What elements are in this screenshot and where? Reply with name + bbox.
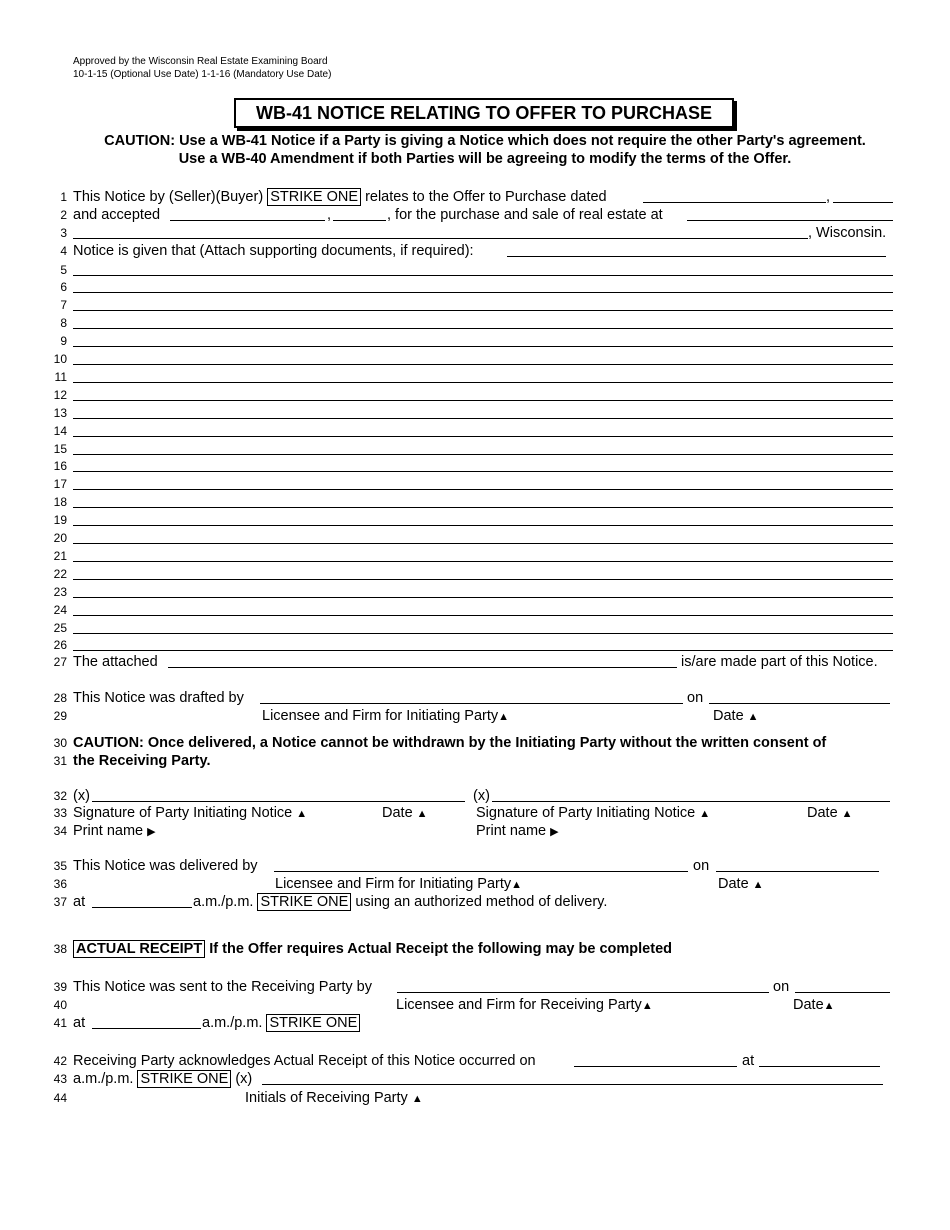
caption-text: Initials of Receiving Party bbox=[245, 1090, 408, 1106]
caption-text: Print name bbox=[73, 823, 144, 839]
actual-receipt-box: ACTUAL RECEIPT bbox=[73, 940, 205, 958]
notice-by-text: This Notice by (Seller)(Buyer) bbox=[73, 189, 264, 205]
line-number: 31 bbox=[53, 754, 67, 768]
form-line-17 bbox=[0, 475, 950, 493]
attached-documents-field[interactable] bbox=[168, 653, 677, 668]
attached-label: The attached bbox=[73, 654, 158, 670]
line-number: 13 bbox=[53, 405, 67, 420]
line-number: 34 bbox=[53, 824, 67, 838]
accepted-year-field[interactable] bbox=[333, 206, 386, 221]
form-line-6 bbox=[0, 278, 950, 296]
form-line-36 bbox=[0, 875, 950, 893]
line-number: 24 bbox=[53, 602, 67, 617]
form-line-27 bbox=[0, 653, 950, 671]
notice-text-field[interactable] bbox=[73, 511, 893, 526]
caption-text: Date bbox=[713, 708, 744, 724]
form-line-14 bbox=[0, 422, 950, 440]
ampm-text: a.m./p.m. bbox=[193, 894, 254, 910]
sent-date-field[interactable] bbox=[795, 978, 890, 993]
caption-text: Date bbox=[718, 876, 749, 892]
form-line-43 bbox=[0, 1070, 950, 1088]
notice-text-field[interactable] bbox=[73, 475, 893, 490]
offer-year-field[interactable] bbox=[833, 188, 893, 203]
form-line-32 bbox=[0, 787, 950, 805]
form-header bbox=[73, 55, 331, 81]
line-number: 26 bbox=[53, 638, 67, 653]
form-line-9 bbox=[0, 332, 950, 350]
line-number: 30 bbox=[53, 736, 67, 750]
caption-text: Licensee and Firm for Initiating Party bbox=[262, 708, 499, 724]
date-caption bbox=[807, 804, 853, 823]
up-arrow-icon: ▲ bbox=[747, 711, 759, 723]
notice-text-field[interactable] bbox=[73, 404, 893, 419]
line-number: 3 bbox=[60, 226, 67, 240]
x-mark: (x) bbox=[473, 788, 490, 804]
form-line-4 bbox=[0, 242, 950, 260]
up-arrow-icon: ▲ bbox=[699, 808, 711, 820]
line-number: 44 bbox=[53, 1091, 67, 1105]
receipt-time-field[interactable] bbox=[759, 1052, 880, 1067]
line-number: 9 bbox=[60, 334, 67, 349]
offer-date-field[interactable] bbox=[643, 188, 826, 203]
line-number: 17 bbox=[53, 477, 67, 492]
form-line-3 bbox=[0, 224, 950, 242]
line-number: 20 bbox=[53, 531, 67, 545]
drafted-by-field[interactable] bbox=[260, 689, 683, 704]
date-caption bbox=[718, 875, 764, 894]
strike-one-box[interactable]: STRIKE ONE bbox=[266, 1014, 360, 1032]
up-arrow-icon: ▲ bbox=[841, 808, 853, 820]
offer-dated-text: relates to the Offer to Purchase dated bbox=[365, 189, 607, 205]
notice-text-field[interactable] bbox=[73, 440, 893, 455]
approval-text: Approved by the Wisconsin Real Estate Examining Board bbox=[73, 56, 328, 67]
strike-one-box[interactable]: STRIKE ONE bbox=[137, 1070, 231, 1088]
strike-one-box[interactable]: STRIKE ONE bbox=[267, 188, 361, 206]
form-line-16 bbox=[0, 457, 950, 475]
form-line-24 bbox=[0, 601, 950, 619]
notice-text-field[interactable] bbox=[507, 242, 886, 257]
notice-text-field[interactable] bbox=[73, 565, 893, 580]
ampm-label bbox=[73, 1070, 252, 1088]
authorized-method-text: using an authorized method of delivery. bbox=[355, 894, 608, 910]
caption-text: Licensee and Firm for Initiating Party bbox=[275, 876, 512, 892]
signature-caption-2 bbox=[476, 804, 710, 823]
receipt-date-field[interactable] bbox=[574, 1052, 737, 1067]
strike-one-box[interactable]: STRIKE ONE bbox=[257, 893, 351, 911]
licensee-initiating-caption bbox=[275, 875, 522, 894]
at-label: at bbox=[73, 894, 86, 910]
form-line-40 bbox=[0, 996, 950, 1014]
form-line-34 bbox=[0, 822, 950, 840]
up-arrow-icon: ▲ bbox=[511, 879, 523, 891]
line-number: 42 bbox=[53, 1054, 67, 1068]
notice-text-field[interactable] bbox=[73, 619, 893, 634]
line-number: 21 bbox=[53, 548, 67, 563]
line-number: 14 bbox=[53, 423, 67, 438]
up-arrow-icon: ▲ bbox=[416, 808, 428, 820]
line-number: 10 bbox=[53, 352, 67, 366]
comma: , bbox=[327, 207, 332, 223]
signature-field-1[interactable] bbox=[92, 787, 465, 802]
line-number: 37 bbox=[53, 895, 67, 909]
caution-withdrawal-text: CAUTION: Once delivered, a Notice cannot be withdrawn by the Initiating Party without the written consent of bbox=[73, 735, 827, 751]
form-line-35 bbox=[0, 857, 950, 875]
on-label: on bbox=[693, 858, 710, 874]
sent-time-field[interactable] bbox=[92, 1014, 201, 1029]
form-line-20 bbox=[0, 529, 950, 547]
caution-line-2: Use a WB-40 Amendment if both Parties will be agreeing to modify the terms of the Offer. bbox=[178, 151, 792, 167]
signature-field-2[interactable] bbox=[492, 787, 890, 802]
licensee-initiating-caption bbox=[262, 707, 509, 726]
date-caption bbox=[713, 707, 759, 726]
notice-text-field[interactable] bbox=[73, 350, 893, 365]
use-dates-text: 10-1-15 (Optional Use Date) 1-1-16 (Mandatory Use Date) bbox=[73, 69, 332, 80]
line-number: 22 bbox=[53, 566, 67, 581]
line-number: 39 bbox=[53, 980, 67, 994]
line-number: 38 bbox=[53, 942, 67, 956]
delivered-by-label: This Notice was delivered by bbox=[73, 858, 258, 874]
caution-line-1: CAUTION: Use a WB-41 Notice if a Party is giving a Notice which does not require the other Party's agreement. bbox=[104, 133, 866, 149]
up-arrow-icon: ▲ bbox=[752, 879, 764, 891]
form-line-12 bbox=[0, 386, 950, 404]
form-line-25 bbox=[0, 619, 950, 637]
form-line-28 bbox=[0, 689, 950, 707]
form-line-44 bbox=[0, 1089, 950, 1107]
sent-by-label: This Notice was sent to the Receiving Party by bbox=[73, 979, 372, 995]
x-mark: (x) bbox=[235, 1071, 253, 1087]
at-label: at bbox=[742, 1053, 755, 1069]
caption-text: Date bbox=[793, 997, 824, 1013]
line-number: 43 bbox=[53, 1072, 67, 1086]
line-number: 16 bbox=[53, 459, 67, 474]
form-line-31 bbox=[0, 752, 950, 770]
wisconsin-label: , Wisconsin. bbox=[808, 225, 887, 241]
notice-text-field[interactable] bbox=[73, 386, 893, 401]
form-line-21 bbox=[0, 547, 950, 565]
up-arrow-icon: ▲ bbox=[823, 1000, 835, 1012]
print-name-label-1 bbox=[73, 822, 156, 841]
on-label: on bbox=[773, 979, 790, 995]
caption-text: Licensee and Firm for Receiving Party bbox=[396, 997, 642, 1013]
notice-text-field[interactable] bbox=[73, 422, 893, 437]
line-number: 23 bbox=[53, 584, 67, 599]
form-line-15 bbox=[0, 440, 950, 458]
delivered-date-field[interactable] bbox=[716, 857, 879, 872]
ampm-text: a.m./p.m. bbox=[202, 1015, 263, 1031]
form-line-33 bbox=[0, 804, 950, 822]
drafted-by-label: This Notice was drafted by bbox=[73, 690, 244, 706]
line-number: 28 bbox=[53, 691, 67, 705]
form-line-2 bbox=[0, 206, 950, 224]
form-line-10 bbox=[0, 350, 950, 368]
form-line-23 bbox=[0, 583, 950, 601]
notice-text-field[interactable] bbox=[73, 583, 893, 598]
line-number: 12 bbox=[53, 387, 67, 402]
form-line-41 bbox=[0, 1014, 950, 1032]
sent-by-field[interactable] bbox=[397, 978, 769, 993]
line-number: 4 bbox=[60, 244, 67, 258]
form-line-38 bbox=[0, 940, 950, 958]
line-number: 18 bbox=[53, 495, 67, 510]
form-title: WB-41 NOTICE RELATING TO OFFER TO PURCHASE bbox=[234, 98, 734, 128]
up-arrow-icon: ▲ bbox=[498, 711, 510, 723]
line-number: 25 bbox=[53, 620, 67, 635]
form-line-7 bbox=[0, 296, 950, 314]
up-arrow-icon: ▲ bbox=[641, 1000, 653, 1012]
form-line-18 bbox=[0, 493, 950, 511]
notice-text-field[interactable] bbox=[73, 601, 893, 616]
date-caption bbox=[793, 996, 835, 1015]
signature-caption-1 bbox=[73, 804, 307, 823]
line-number: 29 bbox=[53, 709, 67, 723]
line-number: 33 bbox=[53, 806, 67, 820]
caption-text: Signature of Party Initiating Notice bbox=[73, 805, 293, 821]
up-arrow-icon: ▲ bbox=[296, 808, 308, 820]
line-number: 2 bbox=[60, 208, 67, 222]
initials-caption bbox=[245, 1089, 423, 1108]
x-mark: (x) bbox=[73, 788, 90, 804]
form-line-30 bbox=[0, 734, 950, 752]
form-line-8 bbox=[0, 314, 950, 332]
form-line-13 bbox=[0, 404, 950, 422]
caption-text: Date bbox=[807, 805, 838, 821]
form-line-39 bbox=[0, 978, 950, 996]
initials-field[interactable] bbox=[262, 1070, 883, 1085]
form-line-11 bbox=[0, 368, 950, 386]
print-name-label-2 bbox=[476, 822, 559, 841]
notice-text-field[interactable] bbox=[73, 636, 893, 651]
notice-text-field[interactable] bbox=[73, 278, 893, 293]
form-line-19 bbox=[0, 511, 950, 529]
ampm-label bbox=[202, 1014, 360, 1032]
line-number: 40 bbox=[53, 998, 67, 1012]
at-label: at bbox=[73, 1015, 86, 1031]
line-number: 11 bbox=[54, 369, 67, 384]
up-arrow-icon: ▲ bbox=[411, 1093, 423, 1105]
ampm-label bbox=[193, 893, 607, 911]
notice-text-field[interactable] bbox=[73, 332, 893, 347]
notice-text-field[interactable] bbox=[73, 368, 893, 383]
property-address-field[interactable] bbox=[687, 206, 893, 221]
ampm-text: a.m./p.m. bbox=[73, 1071, 134, 1087]
caution-withdrawal-text-2: the Receiving Party. bbox=[73, 753, 211, 769]
date-caption bbox=[382, 804, 428, 823]
notice-text-field[interactable] bbox=[73, 529, 893, 544]
accepted-label: and accepted bbox=[73, 207, 161, 223]
line-number: 27 bbox=[53, 655, 67, 669]
line-number: 15 bbox=[53, 441, 67, 456]
notice-text-field[interactable] bbox=[73, 261, 893, 276]
form-line-22 bbox=[0, 565, 950, 583]
receipt-ack-label: Receiving Party acknowledges Actual Receipt of this Notice occurred on bbox=[73, 1053, 536, 1069]
line-number: 35 bbox=[53, 859, 67, 873]
line-number: 6 bbox=[60, 280, 67, 295]
form-line-42 bbox=[0, 1052, 950, 1070]
accepted-date-field[interactable] bbox=[170, 206, 325, 221]
notice-text-field[interactable] bbox=[73, 547, 893, 562]
on-label: on bbox=[687, 690, 704, 706]
form-line-5 bbox=[0, 261, 950, 279]
form-line-29 bbox=[0, 707, 950, 725]
right-arrow-icon: ▶ bbox=[550, 826, 559, 838]
line-number: 19 bbox=[53, 513, 67, 528]
form-line-37 bbox=[0, 893, 950, 911]
made-part-label: is/are made part of this Notice. bbox=[681, 654, 878, 670]
form-line-1 bbox=[0, 188, 950, 206]
delivery-time-field[interactable] bbox=[92, 893, 192, 908]
notice-by-label bbox=[73, 188, 607, 206]
notice-text-field[interactable] bbox=[73, 314, 893, 329]
notice-given-label: Notice is given that (Attach supporting documents, if required): bbox=[73, 243, 474, 259]
right-arrow-icon: ▶ bbox=[147, 826, 156, 838]
property-address-field-2[interactable] bbox=[73, 224, 808, 239]
line-number: 32 bbox=[53, 789, 67, 803]
comma: , bbox=[826, 189, 831, 205]
line-number: 8 bbox=[60, 316, 67, 331]
line-number: 5 bbox=[60, 262, 67, 277]
notice-text-field[interactable] bbox=[73, 457, 893, 472]
licensee-receiving-caption bbox=[396, 996, 653, 1015]
line-number: 1 bbox=[60, 190, 67, 204]
notice-text-field[interactable] bbox=[73, 296, 893, 311]
drafted-date-field[interactable] bbox=[709, 689, 890, 704]
notice-text-field[interactable] bbox=[73, 493, 893, 508]
line-number: 7 bbox=[60, 298, 67, 313]
caption-text: Print name bbox=[476, 823, 547, 839]
form-line-26 bbox=[0, 636, 950, 654]
line-number: 36 bbox=[53, 877, 67, 891]
purchase-sale-label: , for the purchase and sale of real estate at bbox=[387, 207, 663, 223]
caption-text: Signature of Party Initiating Notice bbox=[476, 805, 696, 821]
actual-receipt-text: If the Offer requires Actual Receipt the following may be completed bbox=[209, 941, 672, 957]
caption-text: Date bbox=[382, 805, 413, 821]
delivered-by-field[interactable] bbox=[274, 857, 688, 872]
line-number: 41 bbox=[53, 1016, 67, 1030]
actual-receipt-heading bbox=[73, 940, 672, 958]
